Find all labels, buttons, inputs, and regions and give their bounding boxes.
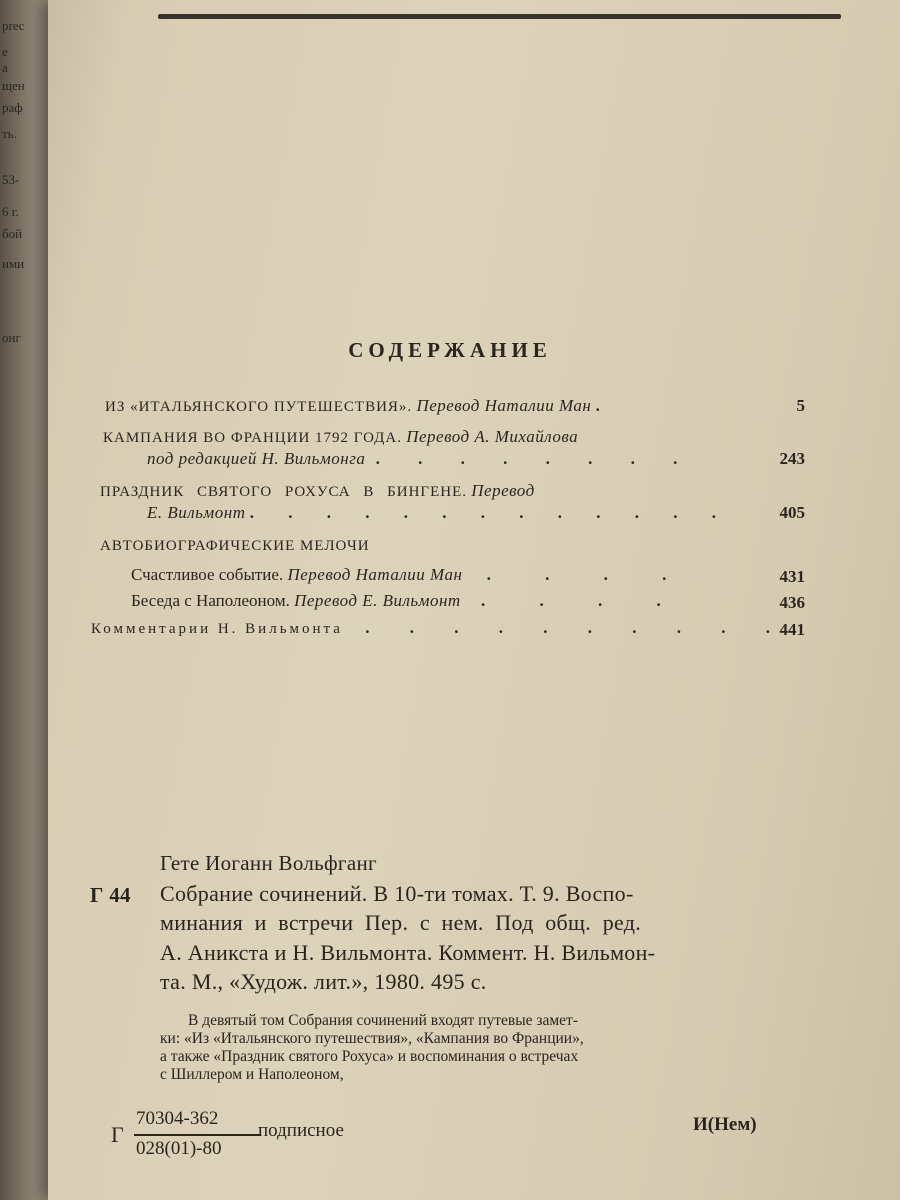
- bib-code: Г 44: [90, 883, 131, 907]
- toc-page-number: 5: [796, 396, 805, 415]
- abstract-line: а также «Праздник святого Рохуса» и воспоминания о встречах: [160, 1048, 579, 1065]
- prev-page-fragment: щен: [2, 78, 25, 93]
- bib-line: Собрание сочинений. В 10-ти томах. Т. 9. Воспо-: [160, 881, 634, 906]
- toc-section-title: [100, 535, 370, 555]
- toc-entry-translator: Е. Вильмонт: [147, 503, 246, 522]
- toc-page-number: 441: [779, 620, 805, 639]
- prev-page-fragment: 53-: [2, 172, 20, 187]
- prev-page-fragment: prec: [2, 18, 25, 33]
- abstract-line: с Шиллером и Наполеоном,: [160, 1066, 344, 1083]
- toc-page-number: 243: [779, 449, 805, 468]
- bib-line: та. М., «Худож. лит.», 1980. 495 с.: [160, 969, 487, 994]
- class-denominator: 028(01)-80: [136, 1138, 222, 1159]
- toc-entry-translator: под редакцией Н. Вильмонга: [147, 449, 366, 468]
- toc-entry-translator: Перевод Наталии Ман: [287, 565, 463, 584]
- toc-page-number: 436: [779, 593, 805, 612]
- toc-page-number: 405: [779, 503, 805, 522]
- toc-entry-title: Комментарии Н. Вильмонта: [91, 621, 343, 637]
- toc-entry-title: Счастливое событие.: [131, 565, 284, 584]
- toc-entry-title: ПРАЗДНИК СВЯТОГО РОХУСА В БИНГЕНЕ.: [100, 484, 468, 500]
- toc-entry-translator: Перевод Е. Вильмонт: [294, 591, 461, 610]
- abstract-line: ки: «Из «Итальянского путешествия», «Кампания во Франции»,: [160, 1030, 584, 1047]
- prev-page-fragment: 6 г.: [2, 204, 19, 219]
- prev-page-fragment: бой: [2, 226, 23, 241]
- bib-line: А. Аникста и Н. Вильмонта. Коммент. Н. Вильмон-: [160, 940, 656, 965]
- toc-entry: [100, 481, 535, 501]
- toc-entry-continuation: [147, 503, 731, 523]
- prev-page-fragment: а: [2, 60, 8, 75]
- toc-entry: [91, 618, 788, 638]
- toc-leader-dots: . . . .: [480, 591, 686, 610]
- toc-leader-dots: . . . . . . . .: [375, 449, 695, 468]
- toc-entry: [131, 565, 691, 585]
- toc-entry: [105, 396, 617, 416]
- prev-page-fragment: онг: [2, 330, 21, 345]
- toc-entry-title: АВТОБИОГРАФИЧЕСКИЕ МЕЛОЧИ: [100, 538, 370, 554]
- toc-leader-dots: .: [595, 396, 617, 415]
- toc-leader-dots: . . . . . . . . . .: [365, 618, 788, 637]
- class-letter: Г: [111, 1122, 125, 1147]
- abstract-line: В девятый том Собрания сочинений входят путевые замет-: [188, 1012, 578, 1029]
- prev-page-fragment: ими: [2, 256, 25, 271]
- bib-author: Гете Иоганн Вольфганг: [160, 851, 377, 875]
- toc-entry-title: Беседа с Наполеоном.: [131, 591, 290, 610]
- toc-leader-dots: . . . .: [486, 565, 692, 584]
- toc-heading: СОДЕРЖАНИЕ: [348, 338, 552, 362]
- toc-entry: [103, 427, 578, 447]
- toc-entry-translator: Перевод А. Михайлова: [406, 427, 579, 446]
- toc-entry-continuation: [147, 449, 694, 469]
- bib-line: минания и встречи Пер. с нем. Под общ. ред.: [160, 910, 642, 935]
- class-language: И(Нем): [693, 1114, 757, 1135]
- toc-entry-translator: Перевод Наталии Ман: [416, 396, 592, 415]
- toc-page-number: 431: [779, 567, 805, 586]
- prev-page-fragment: ть.: [2, 126, 17, 141]
- toc-entry-title: ИЗ «ИТАЛЬЯНСКОГО ПУТЕШЕСТВИЯ».: [105, 399, 413, 415]
- top-rule: [158, 14, 841, 19]
- toc-entry-title: КАМПАНИЯ ВО ФРАНЦИИ 1792 ГОДА.: [103, 430, 402, 446]
- toc-entry-translator: Перевод: [471, 481, 535, 500]
- toc-entry: [131, 591, 686, 611]
- fraction-rule: [134, 1134, 260, 1136]
- toc-leader-dots: . . . . . . . . . . . . .: [249, 503, 731, 522]
- prev-page-fragment: раф: [2, 100, 23, 115]
- class-label: подписное: [258, 1120, 344, 1141]
- class-numerator: 70304-362: [136, 1108, 219, 1129]
- prev-page-fragment: е: [2, 44, 8, 59]
